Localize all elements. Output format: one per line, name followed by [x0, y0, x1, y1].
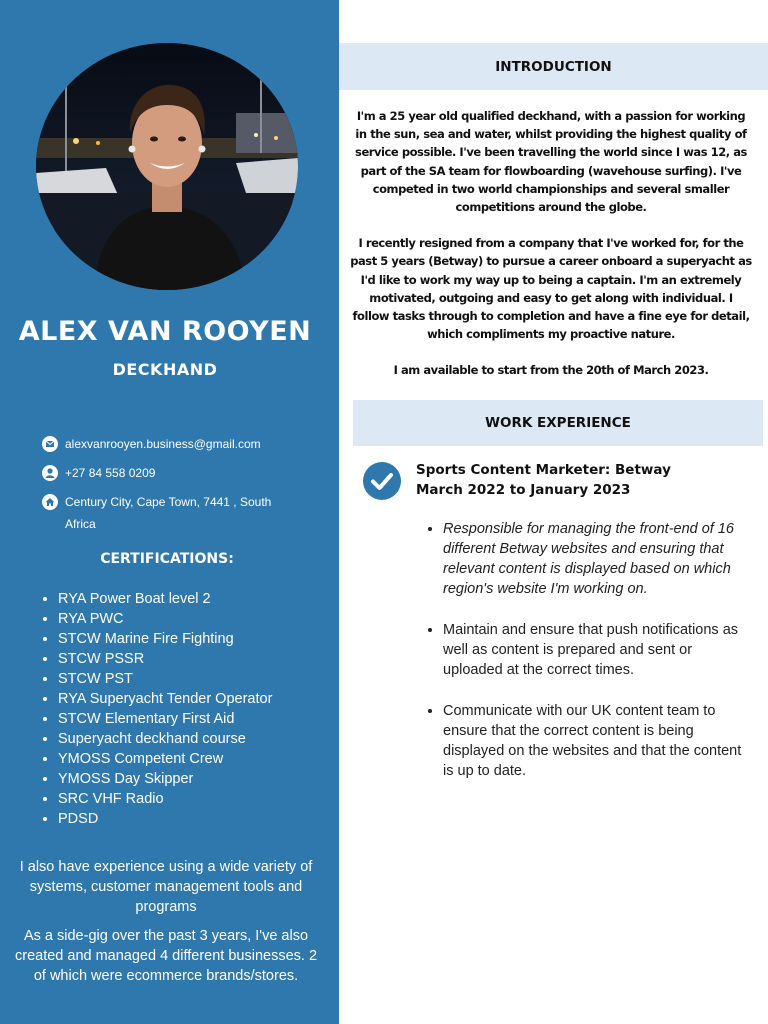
certification-item: • STCW PST: [58, 669, 272, 689]
job-entry: [416, 460, 756, 500]
certification-item: • Superyacht deckhand course: [58, 729, 272, 749]
certification-item: • RYA Superyacht Tender Operator: [58, 689, 272, 709]
sidebar: [0, 0, 339, 1024]
certification-item: • STCW PSSR: [58, 649, 272, 669]
user-icon: [42, 465, 58, 481]
intro-paragraph: I am available to start from the 20th of March 2023.: [393, 363, 709, 378]
candidate-name: ALEX VAN ROOYEN: [18, 316, 312, 347]
intro-paragraph: I recently resigned from a company that I've worked for, for the past 5 years (Betway) to pursue a career onboard a superyacht as I'd like to work my way up to being a captain. I'm an extremely motivated, outgoing and easy to get along with individual. I follow tasks through to completion and have a fine eye for detail, which compliments my proactive nature.: [350, 236, 752, 342]
candidate-role: DECKHAND: [112, 360, 218, 379]
contact-email-row: [42, 433, 302, 455]
certifications-list: [16, 589, 272, 829]
introduction-header: [339, 43, 768, 90]
side-business-note: As a side-gig over the past 3 years, I've also created and managed 4 different businesses. 2 of which were ecommerce brands/stores.: [14, 928, 318, 984]
systems-experience-note: I also have experience using a wide variety of systems, customer management tools and programs: [19, 859, 313, 915]
home-icon: [42, 494, 58, 510]
check-circle-icon: [362, 461, 402, 501]
certifications-heading: CERTIFICATIONS:: [100, 551, 234, 567]
certification-item: • YMOSS Day Skipper: [58, 769, 272, 789]
introduction-body: [350, 107, 752, 398]
contact-email[interactable]: alexvanrooyen.business@gmail.com: [65, 437, 261, 451]
responsibility-item: • Responsible for managing the front-end of 16 different Betway websites and ensuring that relevant content is displayed based on which region's website I'm working on.: [443, 519, 753, 599]
email-icon: [42, 436, 58, 452]
job-responsibilities: [400, 519, 753, 802]
profile-photo: [36, 43, 298, 290]
responsibility-item: • Communicate with our UK content team to ensure that the correct content is being displayed on the websites and that the content is up to date.: [443, 701, 753, 781]
certification-item: • RYA PWC: [58, 609, 272, 629]
certification-item: • STCW Marine Fire Fighting: [58, 629, 272, 649]
introduction-title: INTRODUCTION: [495, 58, 612, 75]
responsibility-item: • Maintain and ensure that push notifications as well as content is prepared and sent or uploaded at the correct times.: [443, 620, 753, 680]
certification-item: • PDSD: [58, 809, 272, 829]
certification-item: • SRC VHF Radio: [58, 789, 272, 809]
contact-details: [42, 433, 302, 542]
contact-address: Century City, Cape Town, 7441 , South Africa: [65, 495, 272, 531]
certification-item: • STCW Elementary First Aid: [58, 709, 272, 729]
contact-phone-row: [42, 462, 302, 484]
job-title: Sports Content Marketer: Betway: [416, 462, 671, 478]
certification-item: • RYA Power Boat level 2: [58, 589, 272, 609]
certification-item: • YMOSS Competent Crew: [58, 749, 272, 769]
job-dates: March 2022 to January 2023: [416, 482, 631, 498]
intro-paragraph: I'm a 25 year old qualified deckhand, with a passion for working in the sun, sea and water, whilst providing the highest quality of service possible. I've been travelling the world since I was 12, as part of the SA team for flowboarding (wavehouse surfing). I've competed in two world championships and several smaller competitions around the globe.: [355, 109, 747, 215]
work-experience-title: WORK EXPERIENCE: [485, 415, 631, 431]
work-experience-header: [353, 400, 763, 446]
contact-phone[interactable]: +27 84 558 0209: [65, 466, 156, 480]
contact-address-row: [42, 491, 302, 535]
